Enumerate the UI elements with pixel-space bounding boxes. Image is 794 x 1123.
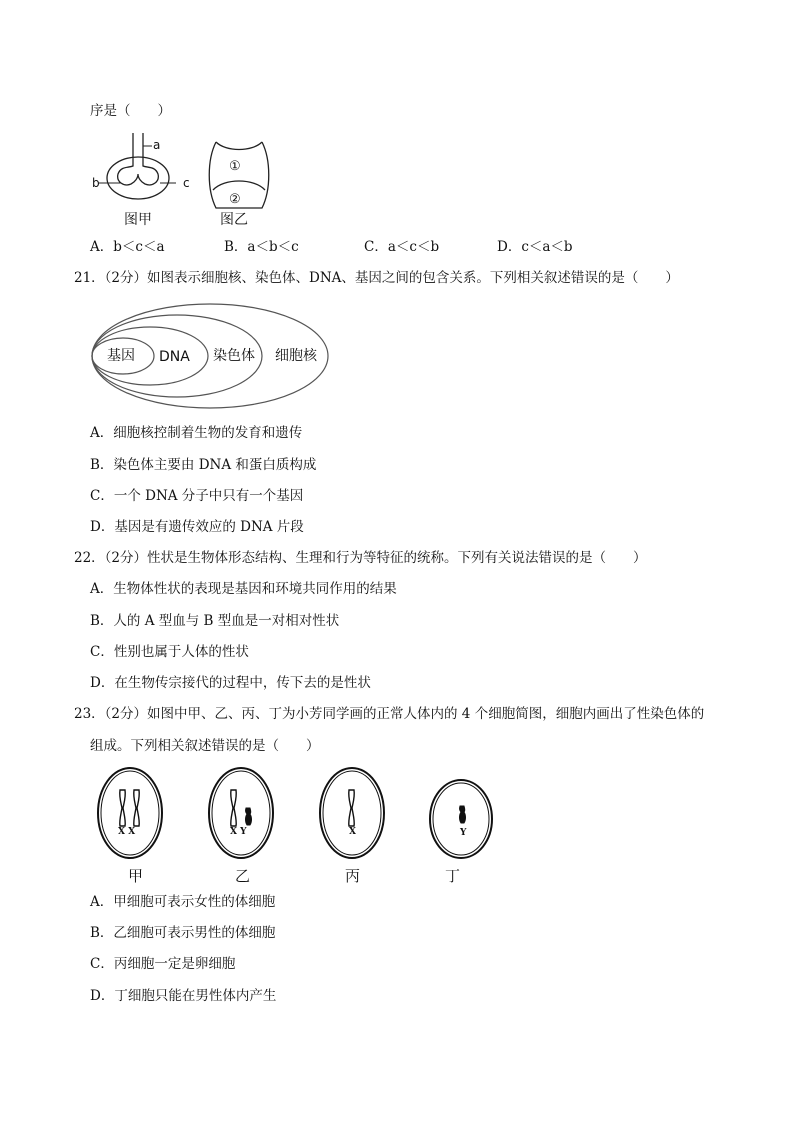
- q23-option-d: D．丁细胞只能在男性体内产生: [90, 988, 277, 1004]
- fig-a-label-c: c: [183, 176, 190, 190]
- q23-option-b: B．乙细胞可表示男性的体细胞: [90, 925, 276, 941]
- q22-option-d: D．在生物传宗接代的过程中，传下去的是性状: [90, 675, 371, 691]
- q23-stem-line1: 23．（2分）如图中甲、乙、丙、丁为小芳同学画的正常人体内的 4 个细胞简图，细胞内画出了性染色体的: [74, 706, 705, 722]
- cell-ding-caption: 丁: [445, 867, 461, 885]
- q21-stem: 21．（2分）如图表示细胞核、染色体、DNA、基因之间的包含关系。下列相关叙述错误的是（ ）: [74, 270, 679, 286]
- q23-stem-line2: 组成。下列相关叙述错误的是（ ）: [90, 738, 320, 754]
- q20-option-b: B．a＜b＜c: [224, 239, 299, 255]
- fig-a-label-b: b: [92, 176, 100, 190]
- cell-yi: [207, 766, 275, 860]
- cell-bing-caption: 丙: [345, 867, 361, 885]
- cell-yi-caption: 乙: [235, 867, 251, 885]
- q23-option-c: C．丙细胞一定是卵细胞: [90, 956, 236, 972]
- q21-option-c: C．一个 DNA 分子中只有一个基因: [90, 488, 304, 504]
- fig-a-caption: 图甲: [124, 212, 152, 228]
- cell-bing: [318, 766, 386, 860]
- cell-jia-caption: 甲: [128, 867, 144, 885]
- q22-option-c: C．性别也属于人体的性状: [90, 644, 249, 660]
- diagram-label-gene: 基因: [107, 348, 135, 364]
- fig-b-caption: 图乙: [220, 212, 248, 228]
- diagram-label-nucleus: 细胞核: [275, 348, 317, 364]
- q22-stem: 22．（2分）性状是生物体形态结构、生理和行为等特征的统称。下列有关说法错误的是（ ）: [74, 550, 647, 566]
- q22-option-a: A．生物体性状的表现是基因和环境共同作用的结果: [90, 581, 397, 597]
- q20-option-c: C．a＜c＜b: [364, 239, 440, 255]
- q20-stem-tail: 序是（ ）: [90, 103, 171, 119]
- cell-ding: [428, 778, 494, 860]
- q22-option-b: B．人的 A 型血与 B 型血是一对相对性状: [90, 613, 340, 629]
- fig-a-label-a: a: [153, 138, 161, 152]
- fig-b-label-2: ②: [229, 192, 241, 207]
- cell-jia-chromosomes: X X: [118, 827, 136, 837]
- diagram-label-chromosome: 染色体: [213, 348, 255, 364]
- cell-yi-chromosomes: X Y: [230, 827, 247, 837]
- q21-option-b: B．染色体主要由 DNA 和蛋白质构成: [90, 457, 317, 473]
- q21-option-d: D．基因是有遗传效应的 DNA 片段: [90, 519, 304, 535]
- q20-option-a: A．b＜c＜a: [90, 239, 165, 255]
- cell-bing-chromosomes: X: [349, 827, 356, 837]
- cell-ding-chromosomes: Y: [460, 828, 467, 838]
- q21-option-a: A．细胞核控制着生物的发育和遗传: [90, 425, 303, 441]
- cell-jia: [96, 766, 164, 860]
- q20-option-d: D．c＜a＜b: [497, 239, 573, 255]
- fig-b-label-1: ①: [229, 159, 241, 174]
- q23-option-a: A．甲细胞可表示女性的体细胞: [90, 894, 276, 910]
- diagram-label-dna: DNA: [159, 349, 190, 365]
